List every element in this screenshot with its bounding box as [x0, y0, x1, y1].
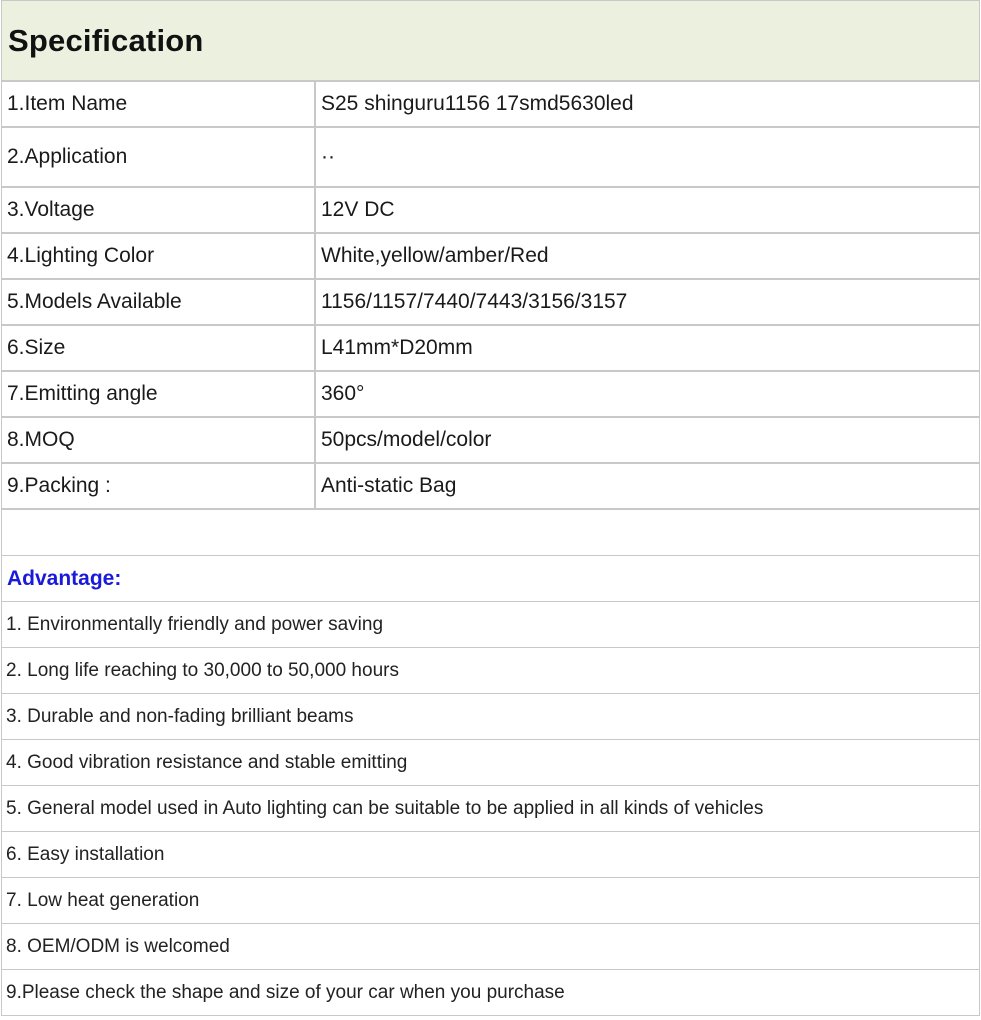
- advantage-item: 2. Long life reaching to 30,000 to 50,000 hours: [2, 648, 979, 694]
- advantage-list: [2, 602, 979, 1016]
- spec-value: 360°: [321, 382, 365, 405]
- spec-row-packing: [2, 464, 979, 510]
- spec-row-lighting-color: [2, 234, 979, 280]
- spec-row-application: [2, 128, 979, 188]
- advantage-heading: Advantage:: [2, 556, 979, 602]
- spec-row-item-name: [2, 82, 979, 128]
- spec-value: 50pcs/model/color: [321, 428, 492, 451]
- advantage-item: 3. Durable and non-fading brilliant beams: [2, 694, 979, 740]
- advantage-item: 8. OEM/ODM is welcomed: [2, 924, 979, 970]
- advantage-item: 4. Good vibration resistance and stable emitting: [2, 740, 979, 786]
- spec-label: 7.Emitting angle: [2, 372, 316, 416]
- title-bar: [2, 0, 979, 82]
- advantage-item: 5. General model used in Auto lighting can be suitable to be applied in all kinds of vehicles: [2, 786, 979, 832]
- spec-row-size: [2, 326, 979, 372]
- advantage-item: 6. Easy installation: [2, 832, 979, 878]
- spec-value: Anti-static Bag: [321, 474, 457, 497]
- spec-row-emitting-angle: [2, 372, 979, 418]
- spec-label: 8.MOQ: [2, 418, 316, 462]
- spec-value: L41mm*D20mm: [321, 336, 473, 359]
- spec-label: 9.Packing :: [2, 464, 316, 508]
- spec-label: 1.Item Name: [2, 82, 316, 126]
- spec-label: 4.Lighting Color: [2, 234, 316, 278]
- page-title: Specification: [8, 22, 204, 58]
- spec-label: 6.Size: [2, 326, 316, 370]
- spec-label: 5.Models Available: [2, 280, 316, 324]
- spacer-row: [2, 510, 979, 556]
- spec-label: 2.Application: [2, 128, 316, 186]
- spec-label: 3.Voltage: [2, 188, 316, 232]
- advantage-item: 1. Environmentally friendly and power saving: [2, 602, 979, 648]
- spec-value: White,yellow/amber/Red: [321, 244, 549, 267]
- spec-row-voltage: [2, 188, 979, 234]
- advantage-item: 9.Please check the shape and size of your car when you purchase: [2, 970, 979, 1016]
- advantage-item: 7. Low heat generation: [2, 878, 979, 924]
- specification-sheet: [1, 0, 980, 1016]
- spec-table: [2, 82, 979, 510]
- spec-value: 12V DC: [321, 198, 395, 221]
- spec-value: S25 shinguru1156 17smd5630led: [321, 92, 634, 115]
- spec-row-models-available: [2, 280, 979, 326]
- spec-row-moq: [2, 418, 979, 464]
- spec-value: ··: [321, 145, 335, 168]
- spec-value: 1156/1157/7440/7443/3156/3157: [321, 290, 628, 313]
